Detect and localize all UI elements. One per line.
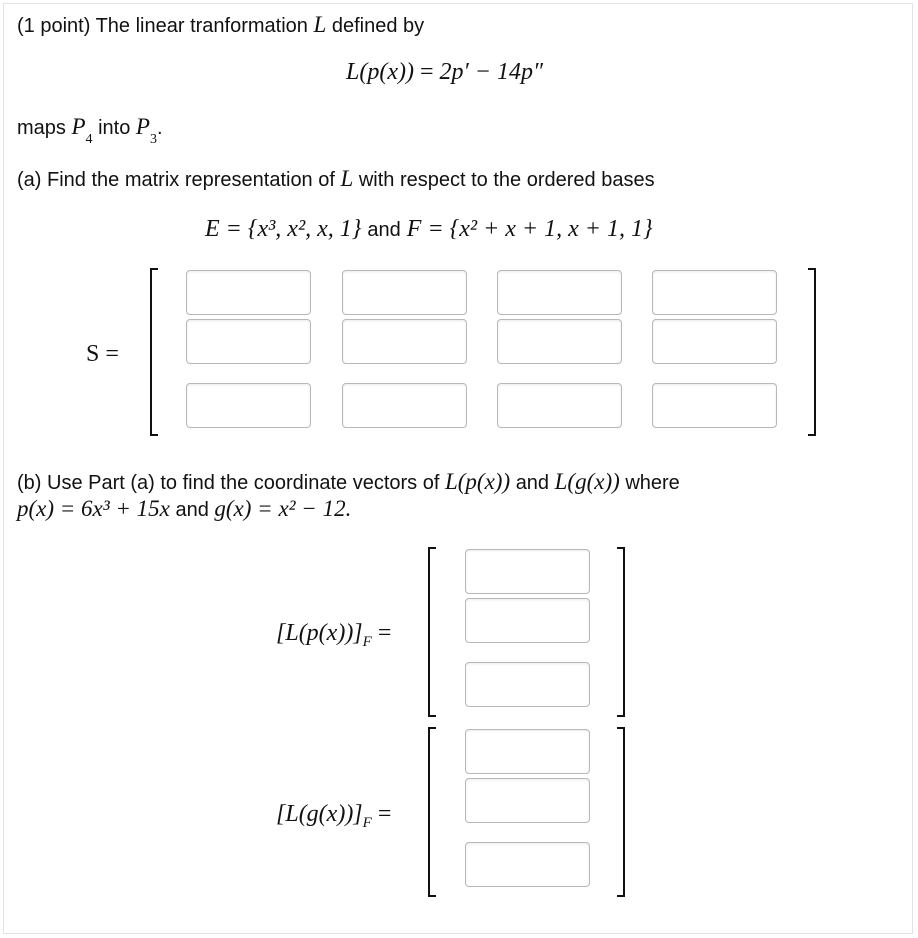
bases-line <box>205 216 653 243</box>
P4-symbol: $P_4$ <box>71 114 93 147</box>
part-a-prompt <box>17 166 655 192</box>
problem-intro-line <box>17 12 424 38</box>
equation-equals: = <box>419 59 434 85</box>
part-b-Lp: L(p(x)) <box>444 469 511 494</box>
vector-p-left-bracket <box>428 547 436 717</box>
P3-symbol: $P_3$ <box>135 114 157 147</box>
vector-p-entry-2[interactable] <box>465 598 590 643</box>
vector-g-entry-3[interactable] <box>465 842 590 887</box>
vector-g-left-bracket <box>428 727 436 897</box>
matrix-S-r3c3[interactable] <box>497 383 622 428</box>
part-a-label-tail: with respect to the ordered bases <box>358 169 655 191</box>
matrix-S-label: S = <box>86 341 119 367</box>
matrix-S-r1c3[interactable] <box>497 270 622 315</box>
vector-p-label: $[L(p(x))]_F$ = <box>276 620 392 650</box>
part-a-label: (a) Find the matrix representation of <box>17 169 335 191</box>
matrix-S-r2c1[interactable] <box>186 319 311 364</box>
matrix-S-r1c2[interactable] <box>342 270 467 315</box>
matrix-S-r1c4[interactable] <box>652 270 777 315</box>
matrix-S-r3c2[interactable] <box>342 383 467 428</box>
vector-g-right-bracket <box>617 727 625 897</box>
vector-g-entry-1[interactable] <box>465 729 590 774</box>
vector-p-entry-1[interactable] <box>465 549 590 594</box>
vector-g-entry-2[interactable] <box>465 778 590 823</box>
matrix-S-r1c1[interactable] <box>186 270 311 315</box>
matrix-S-r2c4[interactable] <box>652 319 777 364</box>
p-definition: p(x) = 6x³ + 15x <box>17 496 170 521</box>
part-b-where: where <box>625 472 680 494</box>
L-symbol: L <box>313 12 327 37</box>
part-b-and2: and <box>175 499 209 521</box>
matrix-S-r3c1[interactable] <box>186 383 311 428</box>
matrix-S-r2c2[interactable] <box>342 319 467 364</box>
matrix-S-right-bracket <box>808 268 816 436</box>
vector-p-right-bracket <box>617 547 625 717</box>
defined-by-text: defined by <box>331 15 425 37</box>
definition-equation <box>346 59 543 86</box>
vector-g-label: $[L(g(x))]_F$ = <box>276 801 392 831</box>
equation-lhs: L(p(x)) <box>346 59 414 85</box>
intro-text: The linear tranformation <box>95 15 308 37</box>
part-b-and: and <box>515 472 550 494</box>
vector-p-entry-3[interactable] <box>465 662 590 707</box>
maps-text: maps <box>17 117 66 139</box>
basis-F: F = {x² + x + 1, x + 1, 1} <box>406 216 653 242</box>
bases-and: and <box>367 219 401 241</box>
matrix-S-r2c3[interactable] <box>497 319 622 364</box>
part-b-label: (b) Use Part (a) to find the coordinate vectors of <box>17 472 440 494</box>
into-text: into <box>98 117 131 139</box>
g-definition: g(x) = x² − 12. <box>214 496 352 521</box>
matrix-S-left-bracket <box>150 268 158 436</box>
matrix-S-r3c4[interactable] <box>652 383 777 428</box>
part-b-Lg: L(g(x)) <box>554 469 620 494</box>
part-b-prompt-line1 <box>17 469 680 495</box>
maps-line: maps $P_4$ into $P_3$. <box>17 114 163 147</box>
points-label: (1 point) <box>17 15 91 37</box>
L-symbol: L <box>340 166 354 191</box>
part-b-prompt-line2 <box>17 496 351 522</box>
equation-rhs: 2p′ − 14p″ <box>439 59 543 85</box>
basis-E: E = {x³, x², x, 1} <box>205 216 362 242</box>
